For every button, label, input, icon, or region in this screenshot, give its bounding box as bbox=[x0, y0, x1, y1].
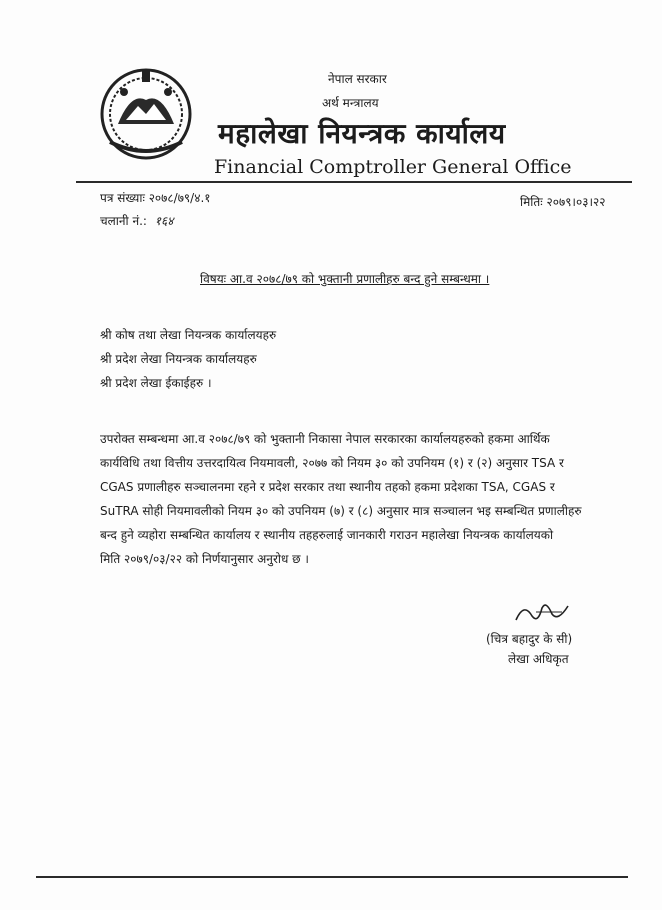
dispatch-number-value: १६४ bbox=[154, 214, 174, 228]
office-title-nepali: महालेखा नियन्त्रक कार्यालय bbox=[218, 117, 506, 150]
dispatch-number bbox=[100, 212, 174, 229]
body-line: उपरोक्त सम्बन्धमा आ.व २०७८/७९ को भुक्तानी निकासा नेपाल सरकारका कार्यालयहरुको हकमा आर्थिक bbox=[100, 432, 550, 446]
office-title-english: Financial Comptroller General Office bbox=[214, 156, 572, 178]
body-line: कार्यविधि तथा वित्तीय उत्तरदायित्व नियमावली, २०७७ को नियम ३० को उपनियम (१) र (२) अनुसार TSA र bbox=[100, 456, 564, 470]
body-line: मिति २०७९/०३/२२ को निर्णयानुसार अनुरोध छ । bbox=[100, 552, 309, 566]
signatory-name: (चित्र बहादुर के सी) bbox=[486, 632, 573, 646]
recipient-line: श्री प्रदेश लेखा ईकाईहरु । bbox=[100, 376, 212, 390]
body-line: CGAS प्रणालीहरु सञ्चालनमा रहने र प्रदेश सरकार तथा स्थानीय तहको हकमा प्रदेशका TSA, CGAS र bbox=[100, 480, 555, 494]
signature-scribble-icon bbox=[512, 598, 572, 628]
header-rule bbox=[76, 181, 632, 183]
recipient-line: श्री प्रदेश लेखा नियन्त्रक कार्यालयहरु bbox=[100, 352, 257, 366]
body-line: बन्द हुने व्यहोरा सम्बन्धित कार्यालय र स्थानीय तहहरुलाई जानकारी गराउन महालेखा नियन्त्रक कार्यालयको bbox=[100, 528, 554, 542]
signatory-designation: लेखा अधिकृत bbox=[508, 652, 569, 666]
letter-date: मितिः २०७९।०३।२२ bbox=[520, 195, 606, 209]
letter-number: पत्र संख्याः २०७८/७९/४.१ bbox=[100, 191, 211, 205]
dispatch-number-label: चलानी नं.: bbox=[100, 214, 147, 228]
subject-line: विषयः आ.व २०७८/७९ को भुक्तानी प्रणालीहरु बन्द हुने सम्बन्धमा । bbox=[200, 272, 490, 286]
gov-line-1: नेपाल सरकार bbox=[328, 72, 387, 86]
government-emblem-icon bbox=[96, 62, 196, 162]
gov-line-2: अर्थ मन्त्रालय bbox=[322, 96, 379, 110]
body-line: SuTRA सोही नियमावलीको नियम ३० को उपनियम (७) र (८) अनुसार मात्र सञ्चालन भइ सम्बन्धित प्रणालीहरु bbox=[100, 504, 582, 518]
footer-rule bbox=[36, 876, 628, 878]
recipient-line: श्री कोष तथा लेखा नियन्त्रक कार्यालयहरु bbox=[100, 328, 277, 342]
